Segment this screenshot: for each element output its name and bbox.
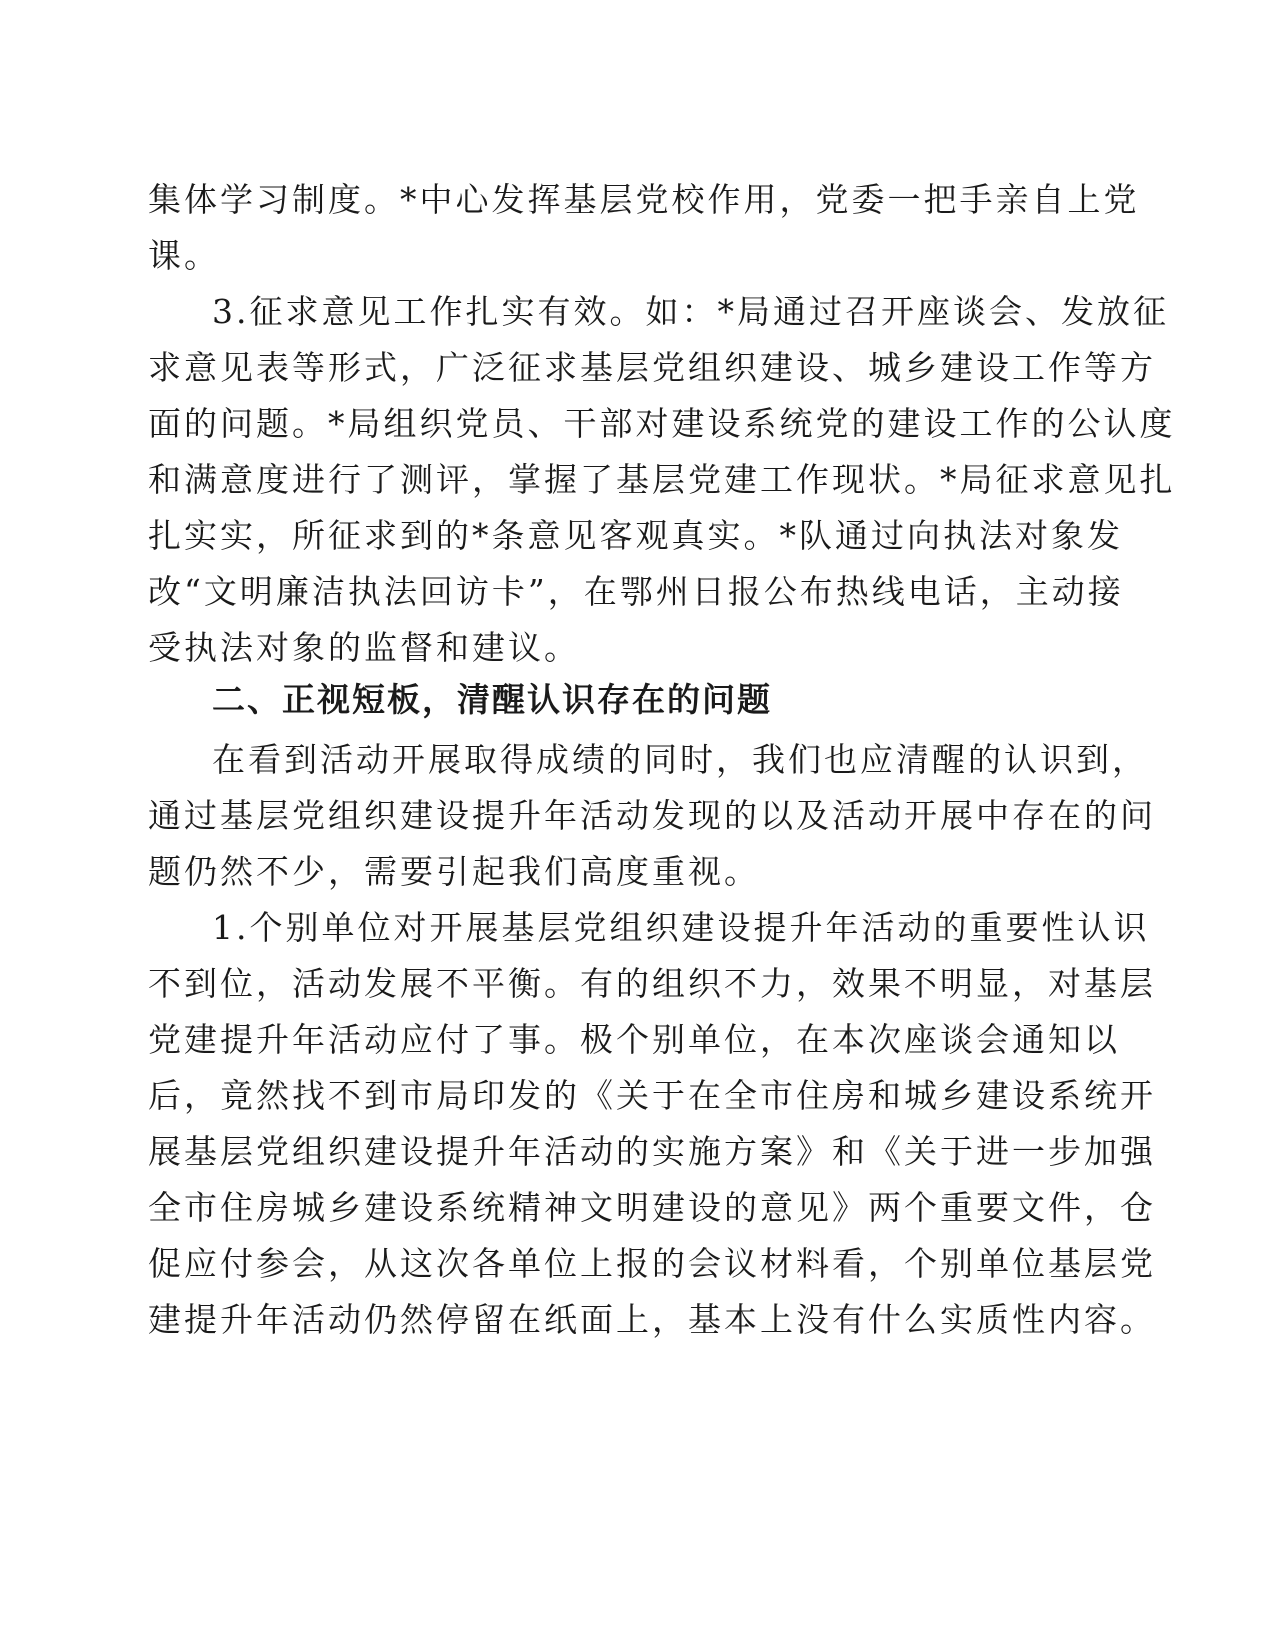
text-line: 改“文明廉洁执法回访卡”，在鄂州日报公布热线电话，主动接	[148, 572, 1124, 611]
text-line: 建提升年活动仍然停留在纸面上，基本上没有什么实质性内容。	[148, 1300, 1156, 1339]
text-line: 党建提升年活动应付了事。极个别单位，在本次座谈会通知以	[148, 1020, 1120, 1059]
text-line: 题仍然不少，需要引起我们高度重视。	[148, 852, 760, 891]
text-line: 求意见表等形式，广泛征求基层党组织建设、城乡建设工作等方	[148, 348, 1156, 387]
text-line: 集体学习制度。*中心发挥基层党校作用，党委一把手亲自上党	[148, 180, 1140, 219]
paragraph-start-line: 3.征求意见工作扎实有效。如：*局通过召开座谈会、发放征	[212, 292, 1169, 331]
text-line: 后，竟然找不到市局印发的《关于在全市住房和城乡建设系统开	[148, 1076, 1156, 1115]
text-line: 和满意度进行了测评，掌握了基层党建工作现状。*局征求意见扎	[148, 460, 1176, 499]
text-line: 面的问题。*局组织党员、干部对建设系统党的建设工作的公认度	[148, 404, 1176, 443]
text-line: 展基层党组织建设提升年活动的实施方案》和《关于进一步加强	[148, 1132, 1156, 1171]
text-line: 不到位，活动发展不平衡。有的组织不力，效果不明显，对基层	[148, 964, 1156, 1003]
text-line: 扎实实，所征求到的*条意见客观真实。*队通过向执法对象发	[148, 516, 1123, 555]
paragraph-start-line: 在看到活动开展取得成绩的同时，我们也应清醒的认识到，	[212, 740, 1148, 779]
paragraph-start-line: 1.个别单位对开展基层党组织建设提升年活动的重要性认识	[212, 908, 1150, 947]
text-line: 受执法对象的监督和建议。	[148, 628, 580, 667]
section-heading: 二、正视短板，清醒认识存在的问题	[212, 680, 772, 719]
text-line: 通过基层党组织建设提升年活动发现的以及活动开展中存在的问	[148, 796, 1156, 835]
text-line: 促应付参会，从这次各单位上报的会议材料看，个别单位基层党	[148, 1244, 1156, 1283]
text-line: 课。	[148, 236, 220, 275]
text-line: 全市住房城乡建设系统精神文明建设的意见》两个重要文件，仓	[148, 1188, 1156, 1227]
